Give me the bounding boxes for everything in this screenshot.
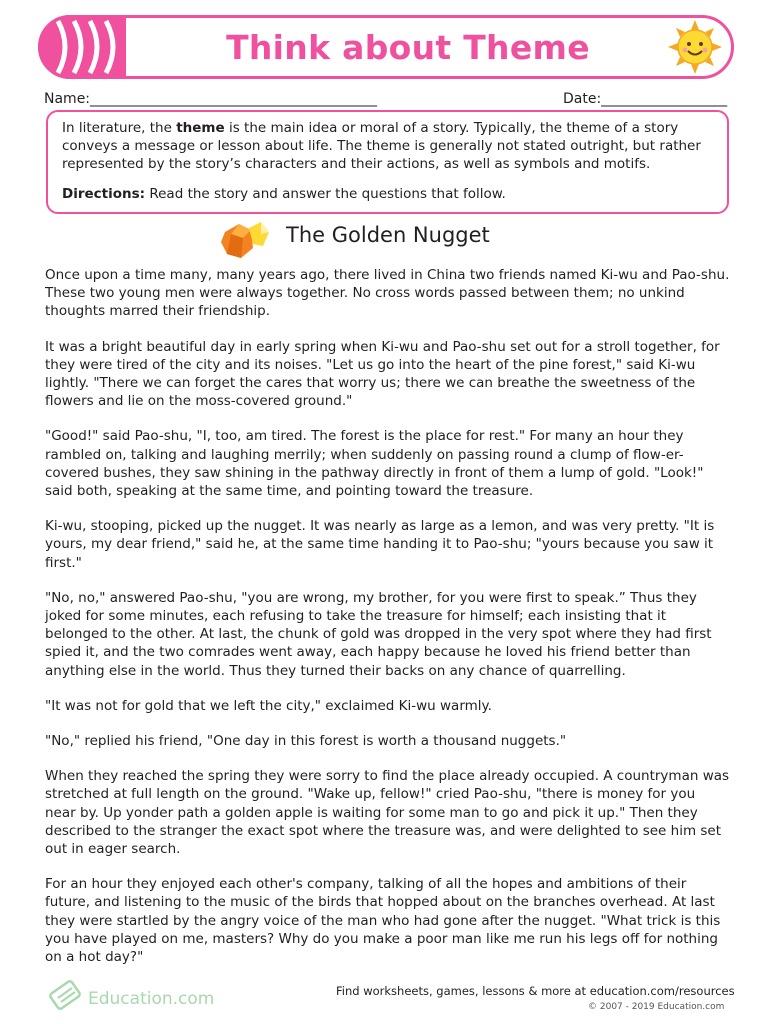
story-paragraph: When they reached the spring they were sorry to find the place already occupied. A countryman was stretched at full length on the ground. "Wake up, fellow!" cried Pao-shu, "there is money for you near by. Up yonder path a golden apple is waiting for some man to go and pick it up." Then they described to the stranger the exact spot where the treasure was, and were delighted to see him set out in eager search.: [45, 768, 730, 858]
page-title: Think about Theme: [226, 28, 590, 67]
story-paragraph: "No, no," answered Pao-shu, "you are wrong, my brother, for you were first to speak.” Thus they joked for some minutes, each refusing to take the treasure for himself; each insisting that it belonged to the other. At last, the chunk of gold was dropped in the very spot where they had first spied it, and the two comrades went away, each happy because he loved his friend better than anything else in the world. Thus they turned their backs on any chance of quarrelling.: [45, 589, 712, 679]
story-paragraph: "Good!" said Pao-shu, "I, too, am tired. The forest is the place for rest." For many an hour they rambled on, talking and laughing merrily; when suddenly on passing round a clump of flow-er-covered bushes, they saw shining in the pathway directly in front of them a lump of gold. "Look!" said both, speaking at the same time, and pointing toward the treasure.: [45, 428, 704, 500]
intro-box: [46, 110, 729, 214]
story-paragraph: For an hour they enjoyed each other's company, talking of all the hopes and ambitions of their future, and listening to the music of the birds that hopped about on the branches overhead. At last they were startled by the angry voice of the man who had gone after the nugget. "What trick is this you have played on me, masters? Why do you make a poor man like me run his legs off for nothing on a hot day?": [45, 876, 721, 966]
story-body: [45, 266, 730, 983]
directions-label: Directions:: [62, 186, 146, 202]
story-paragraph: Once upon a time many, many years ago, there lived in China two friends named Ki-wu and Pao-shu. These two young men were always together. No cross words passed between them; no unkind thoughts marred their friendship.: [45, 267, 730, 320]
gold-nugget-icon: [217, 218, 271, 262]
theme-definition: In literature, the theme is the main idea or moral of a story. Typically, the theme of a story conveys a message or lesson about life. The theme is generally not stated outright, but rather represented by the story’s characters and their actions, as well as symbols and motifs.: [62, 120, 701, 172]
banner-stripes-decoration: [38, 15, 126, 79]
date-field[interactable]: Date:__________________: [563, 91, 728, 107]
footer-tagline[interactable]: Find worksheets, games, lessons & more at education.com/resources: [336, 984, 735, 998]
name-field[interactable]: Name:_________________________________________: [44, 91, 378, 107]
directions: Directions: Read the story and answer the questions that follow.: [62, 186, 506, 202]
story-paragraph: It was a bright beautiful day in early spring when Ki-wu and Pao-shu set out for a stroll together, for they were tired of the city and its noises. "Let us go into the heart of the pine forest," said Ki-wu lightly. "There we can forget the cares that worry us; there we can breathe the sweetness of the flowers and lie on the moss-covered ground.": [45, 338, 720, 410]
story-paragraph: "It was not for gold that we left the city," exclaimed Ki-wu warmly.: [45, 697, 492, 714]
logo-text[interactable]: Education.com: [88, 989, 215, 1009]
theme-keyword: theme: [176, 120, 225, 136]
story-paragraph: Ki-wu, stooping, picked up the nugget. It was nearly as large as a lemon, and was very pretty. "It is yours, my dear friend," said he, at the same time handing it to Pao-shu; "yours because you saw it first.": [45, 518, 715, 571]
story-paragraph: "No," replied his friend, "One day in this forest is worth a thousand nuggets.": [45, 733, 567, 750]
footer-copyright: © 2007 - 2019 Education.com: [588, 1002, 725, 1012]
story-title: The Golden Nugget: [286, 223, 490, 247]
sun-icon: [668, 20, 722, 74]
